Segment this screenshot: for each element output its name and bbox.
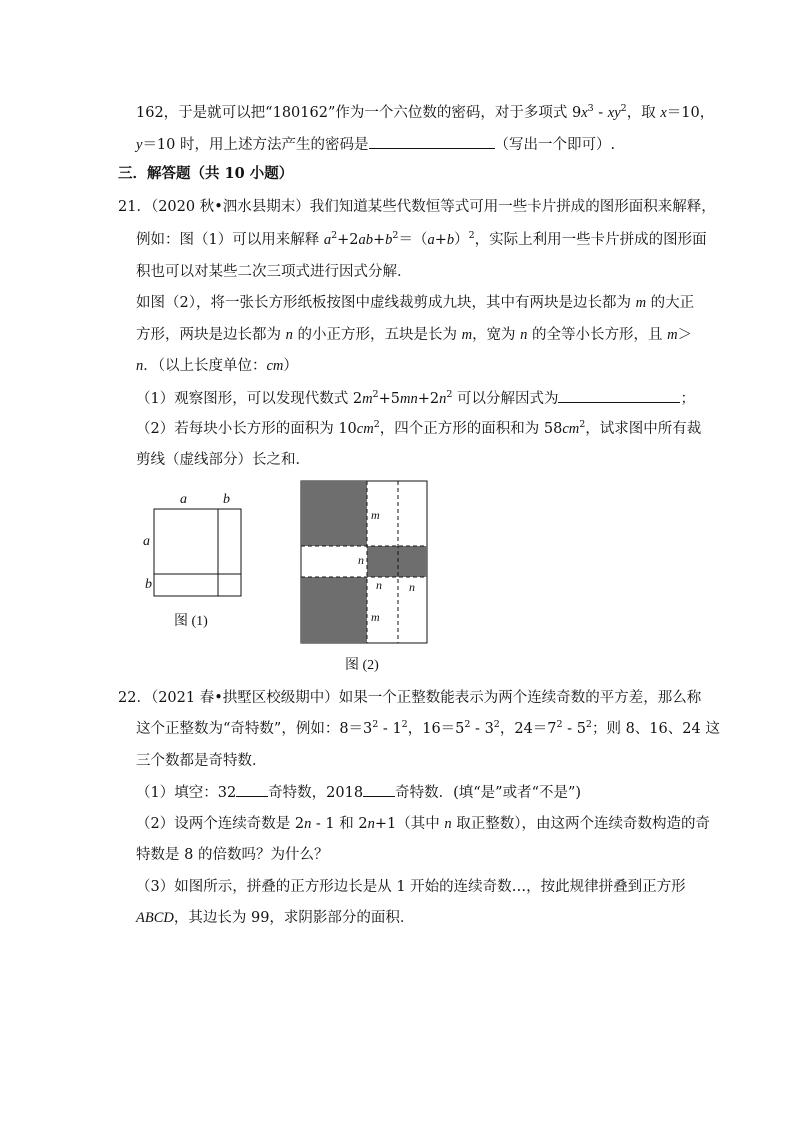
shaded-small-square	[367, 546, 427, 577]
figure-1-caption: 图 (1)	[174, 614, 208, 629]
q22-line-1: 22．（2021 春•拱墅区校级期中）如果一个正整数能表示为两个连续奇数的平方差，那么称	[118, 690, 702, 706]
text: ）	[454, 232, 469, 248]
var: n	[285, 327, 293, 343]
q22-line-2	[136, 719, 720, 739]
text: ，其边长为 99，求阴影部分的面积．	[173, 910, 415, 926]
q21-line-7	[136, 388, 695, 409]
exp: 2	[464, 719, 471, 731]
var: m	[461, 327, 473, 343]
var: ab	[358, 232, 374, 248]
text: +1（其中	[374, 816, 445, 832]
outer-square	[154, 509, 241, 596]
label-b-left: b	[145, 577, 152, 592]
var: ABCD	[136, 910, 174, 926]
label-n-middle: n	[358, 553, 364, 567]
var: a	[323, 232, 332, 248]
figure-1	[140, 490, 250, 630]
exp: 2	[372, 389, 379, 401]
figure-2-drawing	[300, 480, 430, 650]
answer-blank-2[interactable]	[363, 782, 395, 797]
text: （1）填空：32	[136, 785, 237, 801]
var: m	[667, 327, 678, 343]
var: n	[367, 816, 375, 832]
var: mn	[399, 391, 418, 407]
shaded-big-square-top	[301, 481, 367, 546]
text: 可以分解因式为	[452, 391, 559, 407]
var: n	[304, 816, 312, 832]
var: a	[427, 232, 435, 248]
exp: 2	[446, 389, 453, 401]
exp: 2	[331, 230, 338, 242]
var: b	[446, 232, 455, 248]
text: ，24＝7	[499, 721, 557, 737]
var: b	[385, 232, 393, 248]
text: 这个正整数为“奇特数”，例如：8＝3	[136, 721, 373, 737]
text: 的大正	[646, 295, 695, 311]
q22-line-7: （3）如图所示，拼叠的正方形边长是从 1 开始的连续奇数…，按此规律拼叠到正方形	[136, 879, 686, 895]
q21-line-2	[136, 230, 707, 250]
q22-line-4	[136, 782, 581, 803]
text: ．（以上长度单位：	[143, 358, 267, 374]
text: ，取	[626, 105, 661, 121]
q21-line-6	[136, 356, 298, 376]
var: x	[581, 105, 588, 121]
intro-line-1	[136, 103, 714, 123]
figure-2-caption: 图 (2)	[345, 658, 379, 673]
var: x	[660, 105, 667, 121]
var: n	[439, 391, 447, 407]
text: - 3	[470, 721, 494, 737]
answer-blank[interactable]	[369, 134, 495, 149]
text: - 1	[378, 721, 402, 737]
exp: 2	[585, 719, 592, 731]
var: cm	[356, 421, 374, 437]
exp: 2	[579, 419, 586, 431]
var: n	[136, 358, 144, 374]
q22-line-6: 特数是 8 的倍数吗？为什么？	[136, 847, 329, 863]
var: xy	[607, 105, 621, 121]
var: m	[635, 295, 647, 311]
q21-line-3: 积也可以对某些二次三项式进行因式分解．	[136, 264, 412, 280]
text: ，四个正方形的面积和为 58	[379, 421, 563, 437]
text: （1）观察图形，可以发现代数式 2	[136, 391, 363, 407]
exp: 2	[468, 230, 475, 242]
text: ）	[283, 358, 298, 374]
text: 方形，两块是边长都为	[136, 327, 286, 343]
exp: 2	[372, 719, 379, 731]
text: 取正整数），由这两个连续奇数构造的奇	[451, 816, 710, 832]
figure-2	[300, 480, 430, 675]
intro-line-2	[136, 134, 615, 155]
label-a-top: a	[180, 492, 187, 507]
figure-1-drawing	[140, 490, 250, 630]
text: +5	[378, 391, 400, 407]
text: +2	[417, 391, 440, 407]
text: ，试求图中所有裁	[585, 421, 702, 437]
text: ＞	[677, 327, 693, 343]
label-m-upper: m	[371, 508, 380, 522]
label-n-lower-1: n	[376, 578, 382, 592]
text: 例如：图（1）可以用来解释	[136, 232, 324, 248]
var: n	[520, 327, 528, 343]
text: ＝10，	[666, 105, 715, 121]
var: m	[362, 391, 373, 407]
text: ，宽为	[472, 327, 521, 343]
exp: 3	[587, 103, 594, 115]
text: - 5	[562, 721, 586, 737]
text: ，实际上利用一些卡片拼成的图形面	[474, 232, 707, 248]
q22-line-5	[136, 814, 710, 834]
text: ；则 8、16、24 这	[591, 721, 720, 737]
q22-line-8	[136, 908, 414, 928]
exp: 2	[401, 719, 408, 731]
exp: 2	[392, 230, 399, 242]
text: （2）设两个连续奇数是 2	[136, 816, 305, 832]
q22-line-3: 三个数都是奇特数．	[136, 753, 267, 769]
label-a-left: a	[143, 534, 150, 549]
text: （2）若每块小长方形的面积为 10	[136, 421, 357, 437]
text: 奇特数．(填“是”或者“不是”)	[395, 785, 582, 801]
var: cm	[562, 421, 580, 437]
text: -	[593, 105, 608, 121]
exp: 2	[373, 419, 380, 431]
text: ，16＝5	[407, 721, 465, 737]
text: +	[434, 232, 447, 248]
text: - 1 和 2	[311, 816, 368, 832]
q21-line-4	[136, 293, 694, 313]
label-b-top: b	[223, 492, 230, 507]
q21-line-8	[136, 419, 701, 439]
var: n	[444, 816, 452, 832]
q21-line-5	[136, 325, 692, 345]
label-m-lower: m	[371, 610, 380, 624]
label-n-lower-2: n	[409, 580, 415, 594]
text: 奇特数，2018	[268, 785, 364, 801]
text: +2	[337, 232, 359, 248]
section-heading: 三．解答题（共 10 小题）	[118, 165, 294, 182]
exp: 2	[493, 719, 500, 731]
shaded-big-square-bottom	[301, 577, 367, 643]
exp: 2	[556, 719, 563, 731]
text: 的全等小长方形，且	[527, 327, 668, 343]
text: （写出一个即可）.	[494, 137, 616, 153]
exp: 2	[620, 103, 627, 115]
text: ＝（	[398, 232, 428, 248]
answer-blank-1[interactable]	[236, 782, 268, 797]
q21-line-1: 21．（2020 秋•泗水县期末）我们知道某些代数恒等式可用一些卡片拼成的图形面积来解释，	[118, 199, 716, 215]
answer-blank[interactable]	[558, 388, 680, 403]
text: +	[373, 232, 386, 248]
text: ；	[680, 391, 695, 407]
var: y	[136, 137, 143, 153]
text: 的小正方形，五块是长为	[292, 327, 462, 343]
var: cm	[266, 358, 284, 374]
text: 如图（2），将一张长方形纸板按图中虚线裁剪成九块，其中有两块是边长都为	[136, 295, 636, 311]
q21-line-9: 剪线（虚线部分）长之和．	[136, 452, 310, 468]
text: 162，于是就可以把“180162”作为一个六位数的密码，对于多项式 9	[136, 105, 582, 121]
text: ＝10 时，用上述方法产生的密码是	[142, 137, 369, 153]
